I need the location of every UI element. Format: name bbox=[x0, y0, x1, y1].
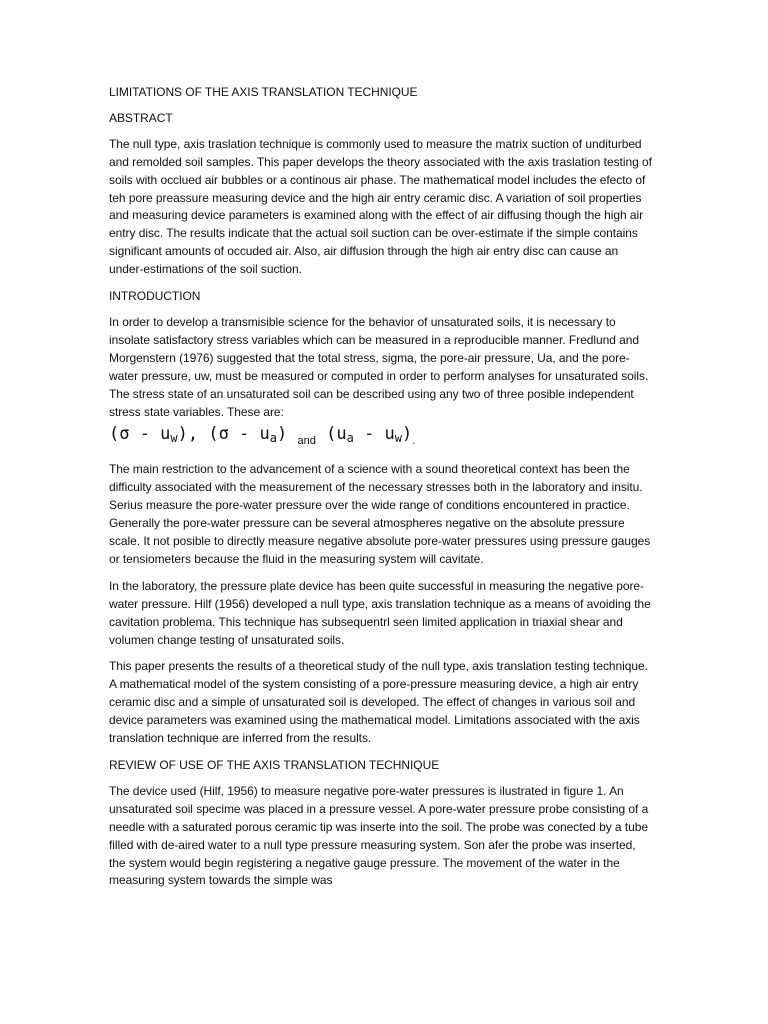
formula-part: ), (σ - u bbox=[177, 424, 270, 445]
review-paragraph-1: The device used (Hilf, 1956) to measure negative pore-water pressures is ilustrated in figure 1. An unsaturated soil specime was placed in a pressure vessel. A pore-water pressure probe consisting of a needle with a saturated porous ceramic tip was inserte into the soil. The probe was conected by a tube filled with de-aired water to a null type pressure measuring system. Son afer the probe was inserted, the system would begin registering a negative gauge pressure. The movement of the water in the measuring system towards the simple was bbox=[109, 783, 649, 888]
introduction-paragraph-3: In the laboratory, the pressure plate device has been quite successful in measuring the negative pore-water pressure. Hilf (1956) developed a null type, axis translation technique as a means of avoiding the cavitation problema. This technique has subsequentrl seen limited application in triaxial shear and volumen change testing of unsaturated soils. bbox=[109, 578, 651, 647]
formula-subscript: w bbox=[394, 431, 403, 446]
review-heading: REVIEW OF USE OF THE AXIS TRANSLATION TECHNIQUE bbox=[109, 758, 440, 772]
formula-and: and bbox=[297, 435, 316, 448]
formula-subscript: a bbox=[346, 431, 354, 446]
abstract-paragraph: The null type, axis traslation technique is commonly used to measure the matrix suction of unditurbed and remolded soil samples. This paper develops the theory associated with the axis traslation testing of soils with occlued air bubbles or a continous air phase. The mathematical model includes the efecto of teh pore preassure measuring device and the high air entry ceramic disc. A variation of soil properties and measuring device parameters is examined along with the effect of air diffusing though the high air entry disc. The results indicate that the actual soil suction can be over-estimate if the simple contains significant amounts of occuded air. Also, air diffusion through the high air entry disc can cause an under-estimations of the soil suction. bbox=[109, 136, 652, 277]
abstract-heading: ABSTRACT bbox=[109, 110, 173, 125]
introduction-heading: INTRODUCTION bbox=[109, 289, 201, 304]
introduction-paragraph-2: The main restriction to the advancement of a science with a sound theoretical context has been the difficulty associated with the measurement of the necessary stresses both in the laboratory and insitu. Serius measure the pore-water pressure over the wide range of conditions encountered in practice. Generally the pore-water pressure can be several atmospheres negative on the absolute pressure scale. It not posible to directly measure negative absolute pore-water pressures using pressure gauges or tensiometers because the fluid in the measuring system will cavitate. bbox=[109, 462, 651, 566]
formula-period: . bbox=[412, 435, 416, 448]
formula-subscript: a bbox=[269, 431, 278, 446]
introduction-paragraph-1: In order to develop a transmisible science for the behavior of unsaturated soils, it is necessary to insolate satisfactory stress variables which can be measured in a reproducible manner. Fredlund and Morgenstern (1976) suggested that the total stress, sigma, the pore-air pressure, Ua, and the pore-water pressure, uw, must be measured or computed in order to perform analyses for unsaturated soils. The stress state of an unsaturated soil can be described using any two of three posible independent stress state variables. These are: bbox=[109, 314, 649, 419]
introduction-paragraph-4: This paper presents the results of a theoretical study of the null type, axis translation testing technique. A mathematical model of the system consisting of a pore-pressure measuring device, a high air entry ceramic disc and a simple of unsaturated soil is developed. The effect of changes in various soil and device parameters was examined using the mathematical model. Limitations associated with the axis translation technique are inferred from the results. bbox=[109, 659, 648, 746]
formula-subscript: w bbox=[170, 431, 178, 446]
document-body bbox=[109, 84, 654, 899]
formula-part: ) bbox=[277, 424, 288, 445]
formula-part: (u bbox=[326, 424, 347, 445]
formula-part: (σ - u bbox=[109, 424, 171, 445]
stress-state-formula bbox=[109, 423, 654, 447]
formula-part: - u bbox=[353, 424, 395, 445]
document-title: LIMITATIONS OF THE AXIS TRANSLATION TECHNIQUE bbox=[109, 85, 418, 99]
formula-part: ) bbox=[402, 424, 413, 445]
